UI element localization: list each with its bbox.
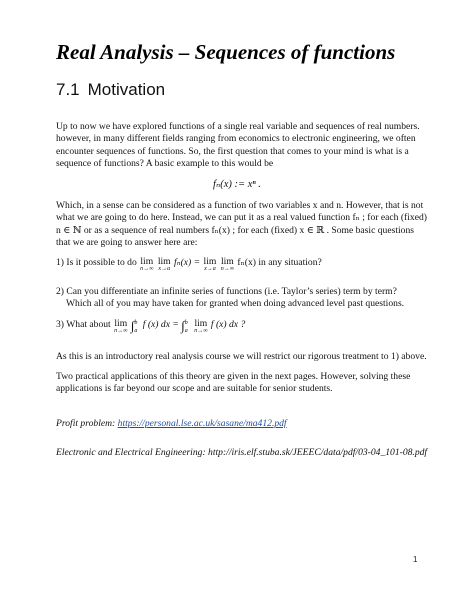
intro-line: encounter sequences of functions. So, the first question that comes to your mind is what is a [56, 145, 409, 157]
limit-operator: lim n→∞ [220, 256, 235, 272]
integral-sign: ∫ [181, 318, 185, 333]
intro-line: however, in many different fields ranging from economics to electronic engineering, we often [56, 133, 416, 145]
intro-line: sequence of functions? A basic example to this would be [56, 158, 274, 170]
applications-paragraph [56, 371, 422, 396]
question-2-line: Which all of you may have taken for granted when doing advanced level past questions. [66, 298, 405, 310]
question-1-prefix: 1) Is it possible to do [56, 257, 137, 268]
question-1-expression: fₙ(x) = [174, 257, 201, 268]
question-2-line: 2) Can you differentiate an infinite series of functions (i.e. Taylor’s series) term by term? [56, 286, 397, 297]
question-1 [56, 257, 422, 273]
question-3-prefix: 3) What about [56, 319, 111, 330]
limit-operator: lim n→∞ [114, 318, 128, 334]
equation-fn: fₙ(x) := xⁿ . [213, 179, 261, 190]
section-heading [56, 80, 165, 100]
scope-paragraph [56, 351, 427, 363]
limit-operator: lim n→∞ [194, 318, 208, 334]
profit-link[interactable]: https://personal.lse.ac.uk/sasane/ma412.pdf [117, 418, 287, 429]
profit-reference [56, 418, 422, 430]
electronic-reference [56, 447, 428, 459]
section-title: Motivation [87, 80, 166, 99]
profit-label: Profit problem: [56, 418, 116, 429]
integral-bounds: b a [184, 320, 188, 334]
explanation-line: Which, in a sense can be considered as a function of two variables x and n. However, that is not [56, 200, 424, 211]
question-3-end: f (x) dx ? [210, 319, 246, 330]
question-3 [56, 319, 422, 335]
applications-line: Two practical applications of this theory are given in the next pages. However, solving these [56, 371, 411, 382]
limit-operator: lim x→a [157, 256, 171, 272]
section-number: 7.1 [56, 80, 80, 99]
integral-sign: ∫ [130, 318, 135, 333]
intro-paragraph [56, 121, 422, 171]
integral-bounds: b a [134, 320, 138, 334]
explanation-line: that we are going to answer here are: [56, 237, 198, 249]
question-2 [56, 286, 422, 311]
explanation-line: what we are going to do here. Instead, we can put it as a real valued function fₙ ; for each (fixed) [56, 212, 427, 224]
scope-line: As this is an introductory real analysis course we will restrict our rigorous treatment to 1) above. [56, 351, 427, 362]
question-1-end: fₙ(x) in any situation? [237, 257, 322, 268]
electronic-label: Electronic and Electrical Engineering: [56, 447, 206, 458]
limit-operator: lim x→a [203, 256, 217, 272]
document-title: Real Analysis – Sequences of functions [56, 40, 396, 64]
intro-line: Up to now we have explored functions of a single real variable and sequences of real numbers. [56, 121, 420, 132]
page-number: 1 [413, 555, 418, 564]
explanation-paragraph [56, 200, 427, 250]
question-3-expression: f (x) dx = [142, 319, 179, 330]
applications-line: applications is far beyond our scope and are suitable for senior students. [56, 383, 333, 395]
explanation-line: n ∈ ℕ or as a sequence of real numbers fₙ(x) ; for each (fixed) x ∈ ℝ . Some basic questions [56, 224, 414, 236]
limit-operator: lim n→∞ [140, 256, 154, 272]
electronic-url: http://iris.elf.stuba.sk/JEEEC/data/pdf/03-04_101-08.pdf [208, 447, 428, 458]
